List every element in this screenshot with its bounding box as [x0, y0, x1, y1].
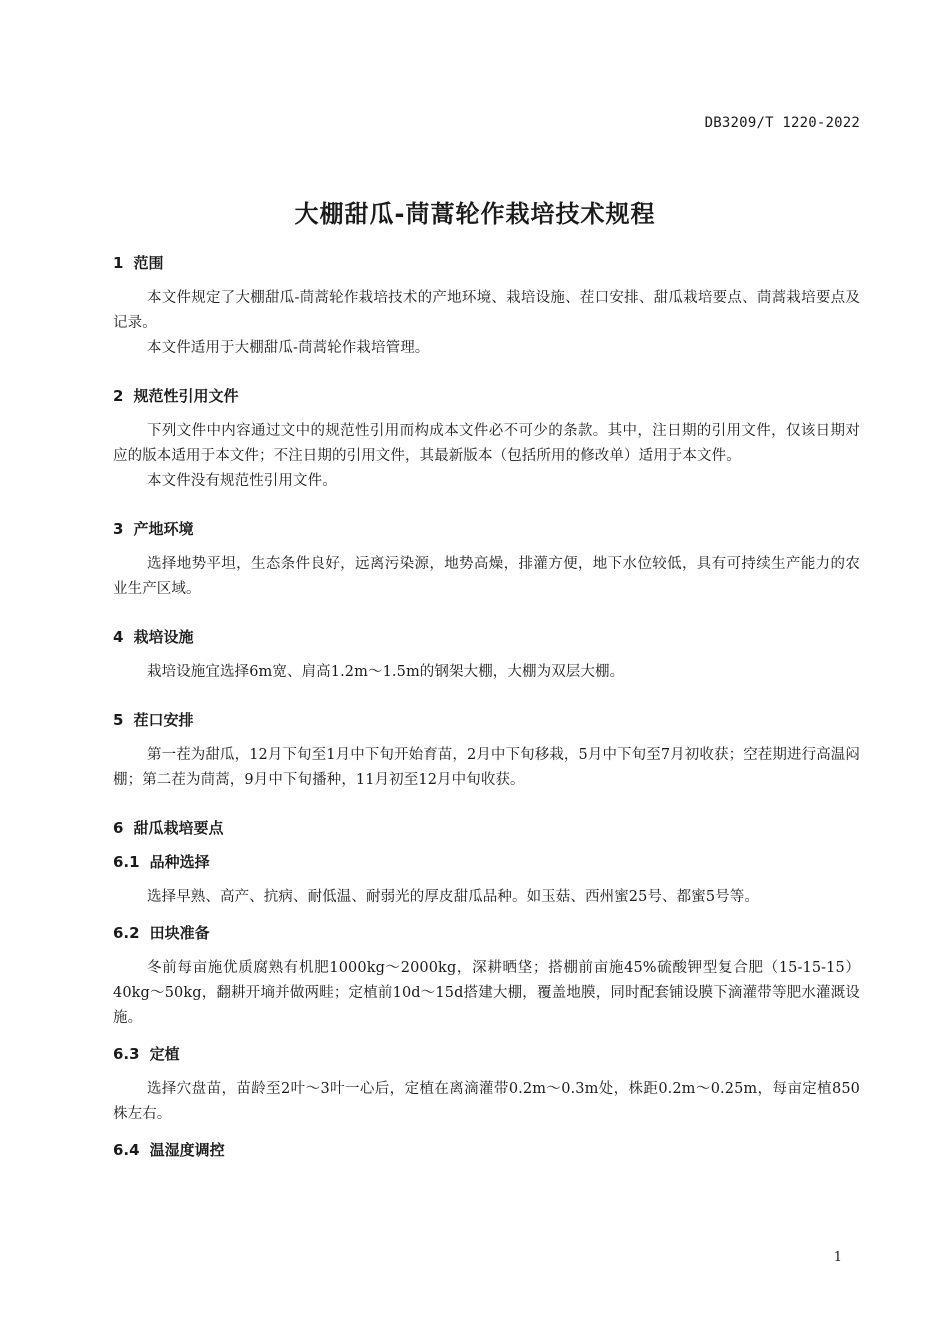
section-title: 茬口安排: [133, 711, 194, 729]
paragraph: 本文件规定了大棚甜瓜-茼蒿轮作栽培技术的产地环境、栽培设施、茬口安排、甜瓜栽培要点、茼蒿栽培要点及记录。: [113, 290, 860, 331]
paragraph: 选择早熟、高产、抗病、耐低温、耐弱光的厚皮甜瓜品种。如玉菇、西州蜜25号、都蜜5号等。: [147, 889, 759, 905]
section-title: 范围: [133, 254, 164, 272]
standard-code: DB3209/T 1220-2022: [704, 115, 860, 131]
section-2-heading: [113, 385, 860, 407]
section-4-heading: [113, 626, 860, 648]
section-number: 6.3: [113, 1045, 140, 1063]
paragraph: 下列文件中内容通过文中的规范性引用而构成本文件必不可少的条款。其中，注日期的引用文件，仅该日期对应的版本适用于本文件；不注日期的引用文件，其最新版本（包括所用的修改单）适用于本文件。: [113, 423, 860, 464]
paragraph: 选择地势平坦，生态条件良好，远离污染源，地势高燥，排灌方便，地下水位较低，具有可持续生产能力的农业生产区域。: [113, 556, 860, 597]
section-number: 2: [113, 387, 124, 405]
paragraph: 第一茬为甜瓜，12月下旬至1月中下旬开始育苗，2月中下旬移栽，5月中下旬至7月初收获；空茬期进行高温闷棚；第二茬为茼蒿，9月中下旬播种，11月初至12月中旬收获。: [113, 747, 860, 788]
document-body: [113, 252, 860, 1161]
document-title: 大棚甜瓜-茼蒿轮作栽培技术规程: [294, 200, 656, 228]
section-title: 品种选择: [149, 853, 210, 871]
section-title: 规范性引用文件: [133, 387, 239, 405]
section-6-3-heading: [113, 1043, 860, 1065]
section-number: 5: [113, 711, 124, 729]
section-6-4-heading: [113, 1139, 860, 1161]
section-5-heading: [113, 709, 860, 731]
section-number: 3: [113, 520, 124, 538]
page-number: 1: [833, 1250, 842, 1265]
section-6-1-heading: [113, 851, 860, 873]
section-3-heading: [113, 518, 860, 540]
section-title: 温湿度调控: [149, 1141, 225, 1159]
paragraph: 本文件适用于大棚甜瓜-茼蒿轮作栽培管理。: [147, 340, 430, 356]
section-1-heading: [113, 252, 860, 274]
paragraph: 栽培设施宜选择6m宽、肩高1.2m～1.5m的钢架大棚，大棚为双层大棚。: [147, 664, 625, 680]
section-title: 甜瓜栽培要点: [133, 819, 224, 837]
section-number: 4: [113, 628, 124, 646]
section-title: 产地环境: [133, 520, 194, 538]
paragraph: 选择穴盘苗，苗龄至2叶～3叶一心后，定植在离滴灌带0.2m～0.3m处，株距0.2m～0.25m，每亩定植850株左右。: [113, 1081, 860, 1122]
section-number: 6.4: [113, 1141, 140, 1159]
section-6-heading: [113, 817, 860, 839]
paragraph: 本文件没有规范性引用文件。: [147, 473, 337, 489]
section-number: 6: [113, 819, 124, 837]
paragraph: 冬前每亩施优质腐熟有机肥1000kg～2000kg，深耕晒垡；搭棚前亩施45%硫酸钾型复合肥（15-15-15）40kg～50kg，翻耕开墒并做两畦；定植前10d～15d搭建大棚，覆盖地膜，同时配套铺设膜下滴灌带等肥水灌溉设施。: [113, 960, 860, 1026]
section-number: 1: [113, 254, 124, 272]
section-title: 栽培设施: [133, 628, 194, 646]
section-title: 定植: [149, 1045, 180, 1063]
section-title: 田块准备: [149, 924, 210, 942]
section-number: 6.1: [113, 853, 140, 871]
section-6-2-heading: [113, 922, 860, 944]
section-number: 6.2: [113, 924, 140, 942]
